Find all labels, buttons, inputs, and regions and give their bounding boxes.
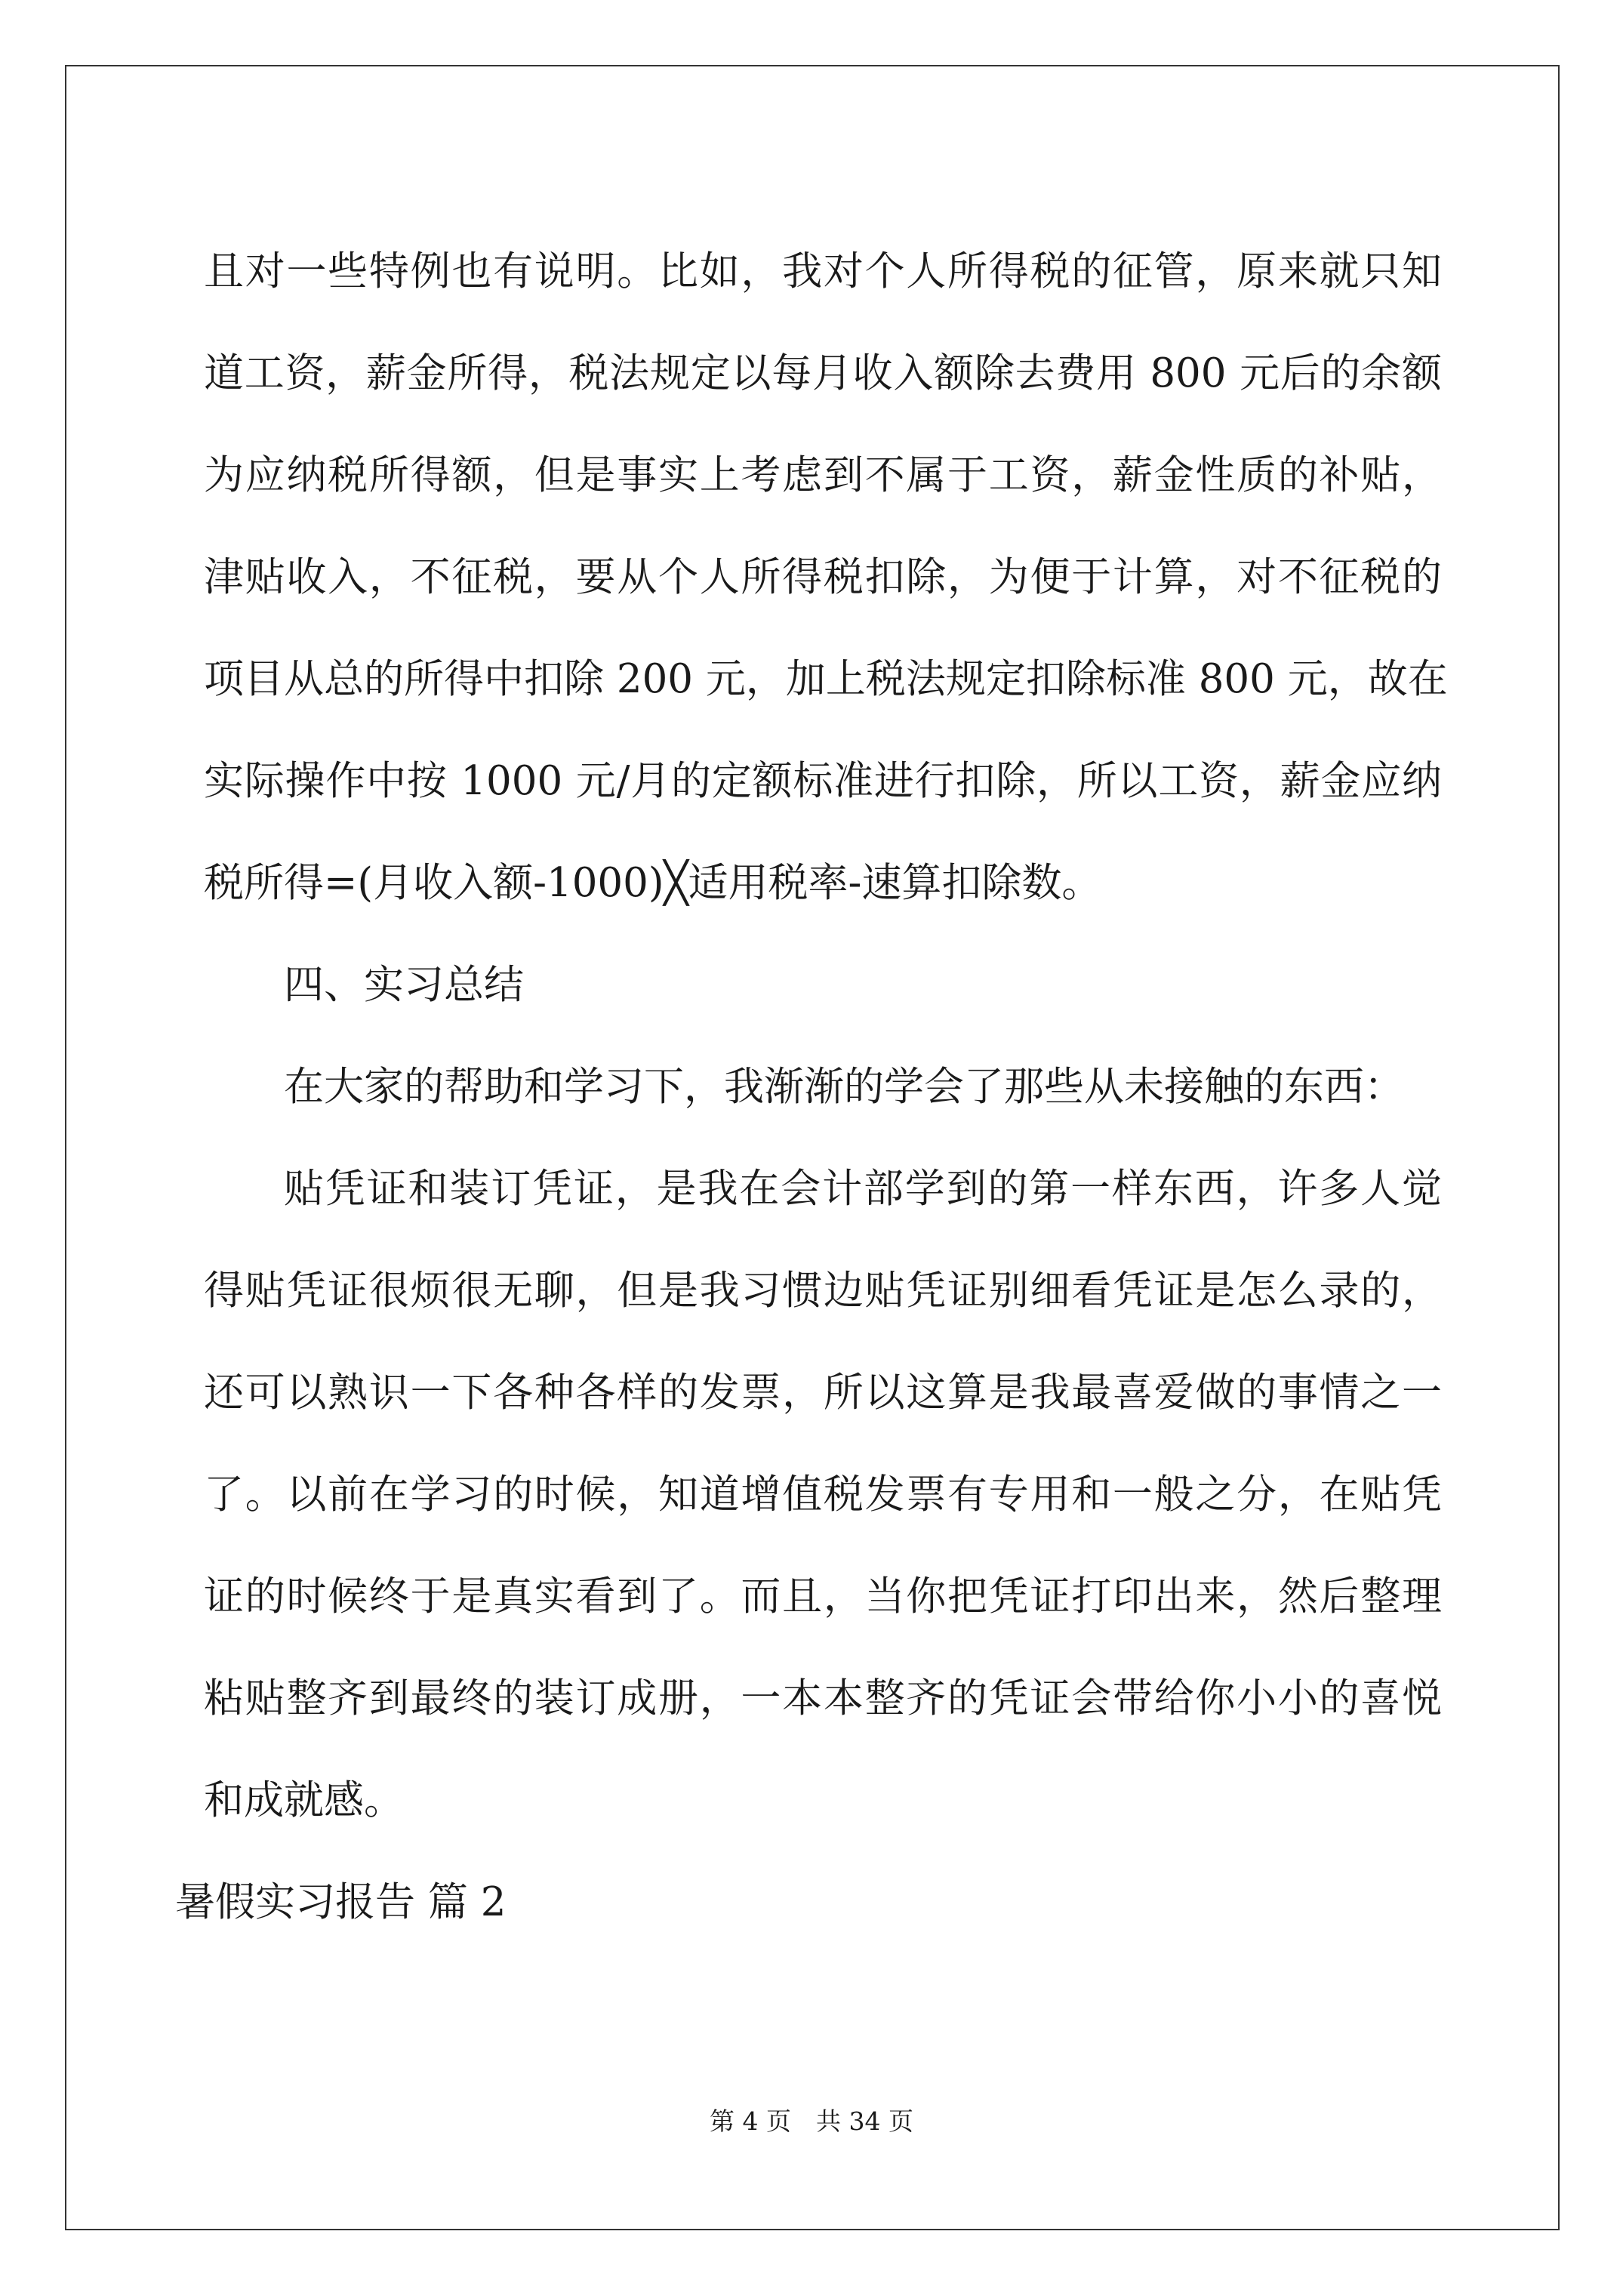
subsection-heading: 四、实习总结 (284, 962, 524, 1008)
section-heading: 暑假实习报告 篇 2 (175, 1879, 507, 1925)
text-line: 证的时候终于是真实看到了。而且，当你把凭证打印出来，然后整理 (204, 1573, 1442, 1620)
text-line: 粘贴整齐到最终的装订成册，一本本整齐的凭证会带给你小小的喜悦 (204, 1675, 1442, 1721)
text-line: 项目从总的所得中扣除 200 元，加上税法规定扣除标准 800 元，故在 (204, 656, 1448, 702)
text-line: 为应纳税所得额，但是事实上考虑到不属于工资，薪金性质的补贴， (204, 452, 1442, 498)
text-line: 贴凭证和装订凭证，是我在会计部学到的第一样东西，许多人觉 (284, 1166, 1442, 1212)
page-footer: 第 4 页 共 34 页 (710, 2106, 913, 2136)
text-line: 津贴收入，不征税，要从个人所得税扣除，为便于计算，对不征税的 (204, 554, 1442, 600)
text-line: 还可以熟识一下各种各样的发票，所以这算是我最喜爱做的事情之一 (204, 1370, 1442, 1416)
text-line: 且对一些特例也有说明。比如，我对个人所得税的征管，原来就只知 (204, 248, 1442, 294)
text-line: 了。以前在学习的时候，知道增值税发票有专用和一般之分，在贴凭 (204, 1472, 1442, 1518)
text-line: 在大家的帮助和学习下，我渐渐的学会了那些从未接触的东西： (284, 1064, 1404, 1110)
text-line: 税所得=(月收入额-1000)╳适用税率-速算扣除数。 (204, 860, 1102, 906)
text-line: 和成就感。 (204, 1777, 404, 1823)
text-line: 实际操作中按 1000 元/月的定额标准进行扣除，所以工资，薪金应纳 (204, 758, 1442, 804)
text-line: 道工资，薪金所得，税法规定以每月收入额除去费用 800 元后的余额 (204, 350, 1442, 396)
text-line: 得贴凭证很烦很无聊，但是我习惯边贴凭证别细看凭证是怎么录的， (204, 1268, 1442, 1314)
